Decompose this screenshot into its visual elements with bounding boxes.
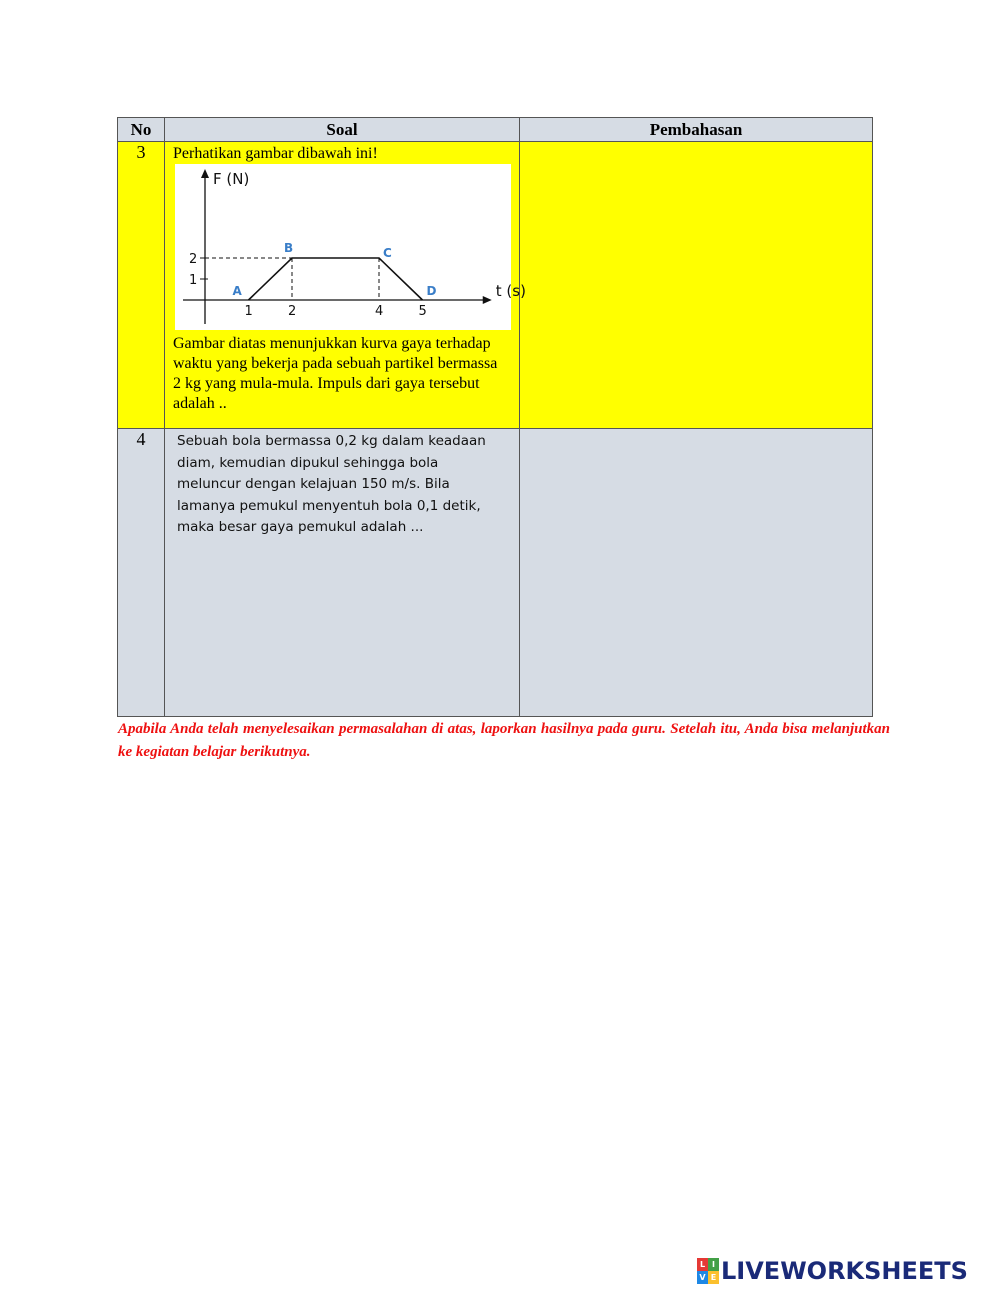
question-text: Sebuah bola bermassa 0,2 kg dalam keadaan diam, kemudian dipukul sehingga bola meluncur dengan kelajuan 150 m/s. Bila lamanya pemukul menyentuh bola 0,1 detik, maka besar gaya pemukul adalah ... — [177, 433, 486, 535]
brand-name: LIVEWORKSHEETS — [721, 1257, 968, 1285]
logo-letter-block: V — [697, 1271, 708, 1284]
table-row-question-3 — [118, 142, 873, 429]
logo-letter-block: E — [708, 1271, 719, 1284]
question-text: Gambar diatas menunjukkan kurva gaya terhadap waktu yang bekerja pada sebuah partikel bermassa 2 kg yang mula-mula. Impuls dari gaya tersebut adalah .. — [173, 335, 498, 412]
header-soal: Soal — [165, 118, 520, 142]
x-axis-label: t (s) — [495, 282, 526, 300]
force-series-line — [249, 258, 423, 300]
question-number: 3 — [118, 142, 165, 429]
y-tick-label: 2 — [189, 252, 198, 267]
point-label-b: B — [284, 241, 294, 255]
y-tick-label: 1 — [189, 273, 198, 288]
closing-note: Apabila Anda telah menyelesaikan permasalahan di atas, laporkan hasilnya pada guru. Setelah itu, Anda bisa melanjutkan ke kegiatan belajar berikutnya. — [118, 721, 890, 760]
question-number: 4 — [118, 429, 165, 717]
question-intro: Perhatikan gambar dibawah ini! — [173, 145, 378, 162]
answer-cell[interactable] — [520, 429, 873, 717]
header-pembahasan: Pembahasan — [520, 118, 873, 142]
point-label-a: A — [232, 284, 242, 298]
logo-letter-block: I — [708, 1258, 719, 1271]
question-cell — [165, 142, 526, 429]
x-tick-label: 5 — [418, 304, 427, 319]
force-time-chart — [175, 164, 526, 330]
x-axis-arrow — [483, 296, 492, 304]
point-label-d: D — [426, 284, 437, 298]
liveworksheets-logo-icon — [697, 1258, 719, 1284]
x-tick-label: 2 — [288, 304, 297, 319]
x-tick-label: 1 — [244, 304, 253, 319]
table-header-row — [118, 118, 873, 142]
y-axis-label: F (N) — [213, 170, 250, 188]
answer-cell[interactable] — [520, 142, 873, 429]
point-label-c: C — [383, 246, 392, 260]
x-tick-label: 4 — [375, 304, 384, 319]
logo-letter-block: L — [697, 1258, 708, 1271]
question-cell — [165, 429, 520, 717]
header-no: No — [118, 118, 165, 142]
brand-logo-footer — [697, 1256, 968, 1286]
force-time-graph — [175, 164, 526, 330]
worksheet-table — [117, 117, 873, 717]
y-axis-arrow — [201, 169, 209, 178]
table-row-question-4 — [118, 429, 873, 717]
